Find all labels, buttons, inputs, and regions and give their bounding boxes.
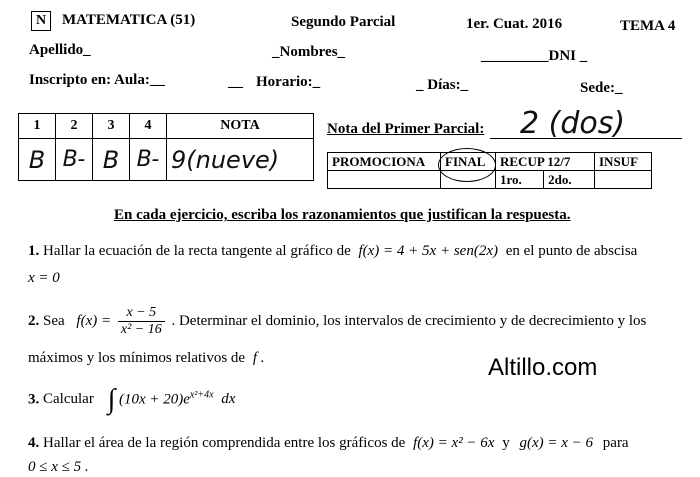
final-circle <box>438 148 496 182</box>
question-2 <box>28 305 646 338</box>
exam-period: 1er. Cuat. 2016 <box>466 16 563 32</box>
q4-g: g(x) = x − 6 <box>519 435 594 451</box>
exam-name: Segundo Parcial <box>291 14 396 30</box>
status-table <box>327 152 652 189</box>
final-cell <box>441 153 496 171</box>
tema-box: N <box>31 11 51 31</box>
final-label: FINAL <box>445 153 486 169</box>
grades-table <box>18 113 314 181</box>
promociona-empty <box>328 171 441 189</box>
grade-header-3: 3 <box>93 114 130 139</box>
recup-cell: RECUP 12/7 <box>496 153 595 171</box>
recup-first: 1ro. <box>496 171 544 189</box>
q2-sea: Sea <box>43 312 65 329</box>
q3-integral-sign: ∫ <box>107 384 116 415</box>
q4-text: Hallar el área de la región comprendida entre los gráficos de <box>43 435 406 451</box>
question-4 <box>28 435 629 452</box>
nombres-field: _Nombres_ <box>272 44 346 60</box>
q4-para: para <box>602 435 629 451</box>
q1-point: x = 0 <box>28 270 60 286</box>
subject-title: MATEMATICA (51) <box>62 12 196 28</box>
q2-line2 <box>28 350 265 367</box>
q2-fraction <box>118 305 165 338</box>
q1-number: 1. <box>28 243 40 259</box>
instruction-text: En cada ejercicio, escriba los razonamientos que justifican la respuesta. <box>114 207 571 223</box>
grade-mark-2: B- <box>56 139 93 181</box>
q2-number: 2. <box>28 312 40 329</box>
grade-header-1: 1 <box>19 114 56 139</box>
q4-y: y <box>502 435 510 451</box>
watermark-logo: Altillo.com <box>488 354 598 381</box>
apellido-field: Apellido_ <box>29 42 91 58</box>
promociona-cell: PROMOCIONA <box>328 153 441 171</box>
grade-mark-4: B- <box>130 139 167 181</box>
aula-blank: __ <box>228 74 243 90</box>
q2-line2-text: máximos y los mínimos relativos de <box>28 350 246 366</box>
tema-number: TEMA 4 <box>620 18 676 34</box>
q3-number: 3. <box>28 391 40 408</box>
q2-f: f(x) = <box>76 312 112 329</box>
q4-f: f(x) = x² − 6x <box>413 435 495 451</box>
q1-tail: en el punto de abscisa <box>505 243 638 259</box>
grade-mark-1: B <box>19 139 56 181</box>
grade-mark-3: B <box>93 139 130 181</box>
q1-text: Hallar la ecuación de la recta tangente al gráfico de <box>43 243 351 259</box>
recup-second: 2do. <box>544 171 595 189</box>
dias-field: _ Días:_ <box>416 77 469 93</box>
q4-number: 4. <box>28 435 40 451</box>
q3-dx: dx <box>221 391 236 408</box>
grade-header-nota: NOTA <box>167 114 314 139</box>
first-partial-value: 2 (dos) <box>520 106 626 141</box>
question-1 <box>28 243 637 260</box>
q2-line2-f: f . <box>252 350 265 366</box>
q2-denominator: x² − 16 <box>120 322 162 337</box>
q3-text: Calcular <box>43 391 94 408</box>
grade-header-2: 2 <box>56 114 93 139</box>
q2-numerator: x − 5 <box>118 305 165 322</box>
inscripto-field: Inscripto en: Aula:__ <box>29 72 165 88</box>
q3-expression: (10x + 20)e <box>118 391 190 408</box>
insuf-empty <box>595 171 652 189</box>
grade-mark-nota: 9(nueve) <box>167 139 314 181</box>
q3-exponent: x²+4x <box>189 389 214 401</box>
insuf-cell: INSUF <box>595 153 652 171</box>
q1-function: f(x) = 4 + 5x + sen(2x) <box>358 243 498 259</box>
grade-header-4: 4 <box>130 114 167 139</box>
horario-field: Horario:_ <box>256 74 321 90</box>
q4-range: 0 ≤ x ≤ 5 . <box>28 459 89 475</box>
first-partial-label: Nota del Primer Parcial: <box>327 121 485 137</box>
dni-field: _________DNI _ <box>481 48 588 64</box>
sede-field: Sede:_ <box>580 80 623 96</box>
question-3 <box>28 384 235 416</box>
q2-text: . Determinar el dominio, los intervalos de crecimiento y de decrecimiento y los <box>171 312 647 329</box>
